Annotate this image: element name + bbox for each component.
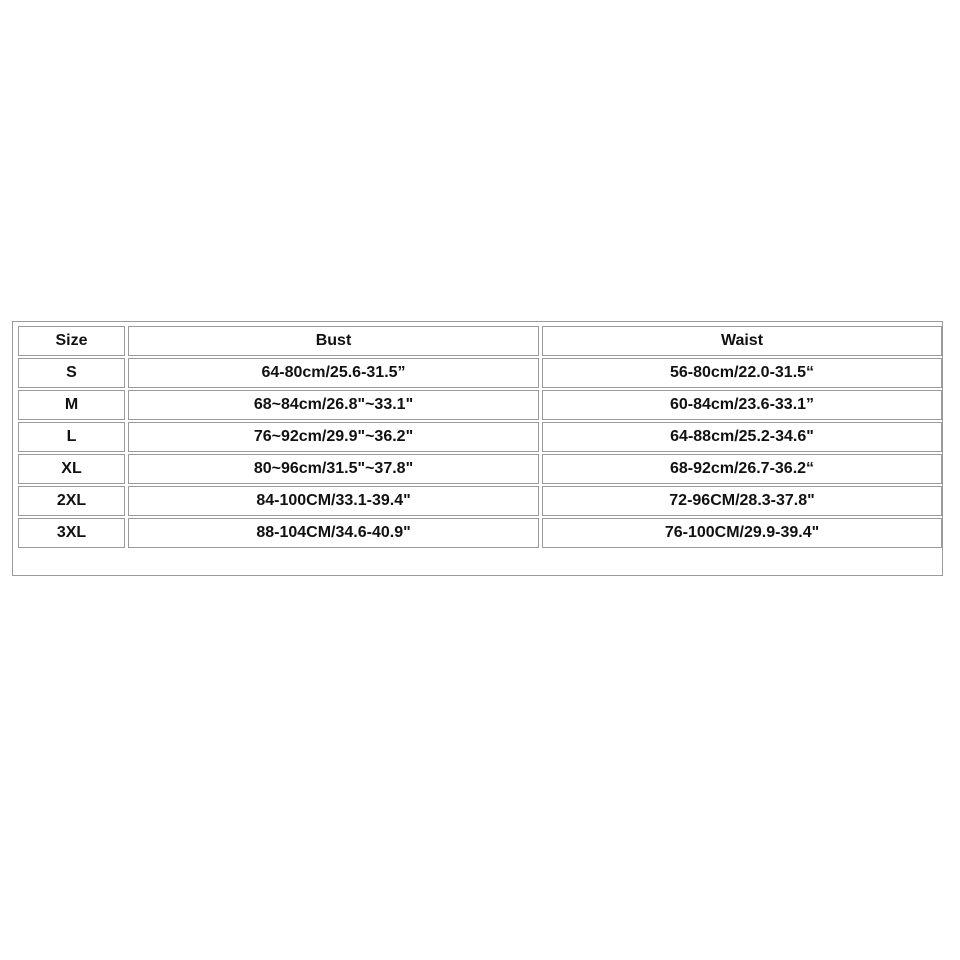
table-row [18,454,942,484]
table-row [18,390,942,420]
size-cell: S [18,358,125,388]
table-row [18,422,942,452]
size-chart-table [15,324,945,550]
size-cell: 2XL [18,486,125,516]
size-cell: M [18,390,125,420]
bust-cell: 80~96cm/31.5"~37.8" [128,454,539,484]
waist-cell: 64-88cm/25.2-34.6" [542,422,942,452]
table-row [18,358,942,388]
header-waist: Waist [542,326,942,356]
size-cell: XL [18,454,125,484]
waist-cell: 72-96CM/28.3-37.8" [542,486,942,516]
waist-cell: 56-80cm/22.0-31.5“ [542,358,942,388]
table-row [18,518,942,548]
bust-cell: 84-100CM/33.1-39.4" [128,486,539,516]
header-size: Size [18,326,125,356]
size-cell: 3XL [18,518,125,548]
bust-cell: 68~84cm/26.8"~33.1" [128,390,539,420]
waist-cell: 68-92cm/26.7-36.2“ [542,454,942,484]
waist-cell: 60-84cm/23.6-33.1” [542,390,942,420]
bust-cell: 64-80cm/25.6-31.5” [128,358,539,388]
size-cell: L [18,422,125,452]
table-row [18,486,942,516]
waist-cell: 76-100CM/29.9-39.4" [542,518,942,548]
size-chart [12,321,943,576]
header-bust: Bust [128,326,539,356]
bust-cell: 76~92cm/29.9"~36.2" [128,422,539,452]
header-row [18,326,942,356]
bust-cell: 88-104CM/34.6-40.9" [128,518,539,548]
